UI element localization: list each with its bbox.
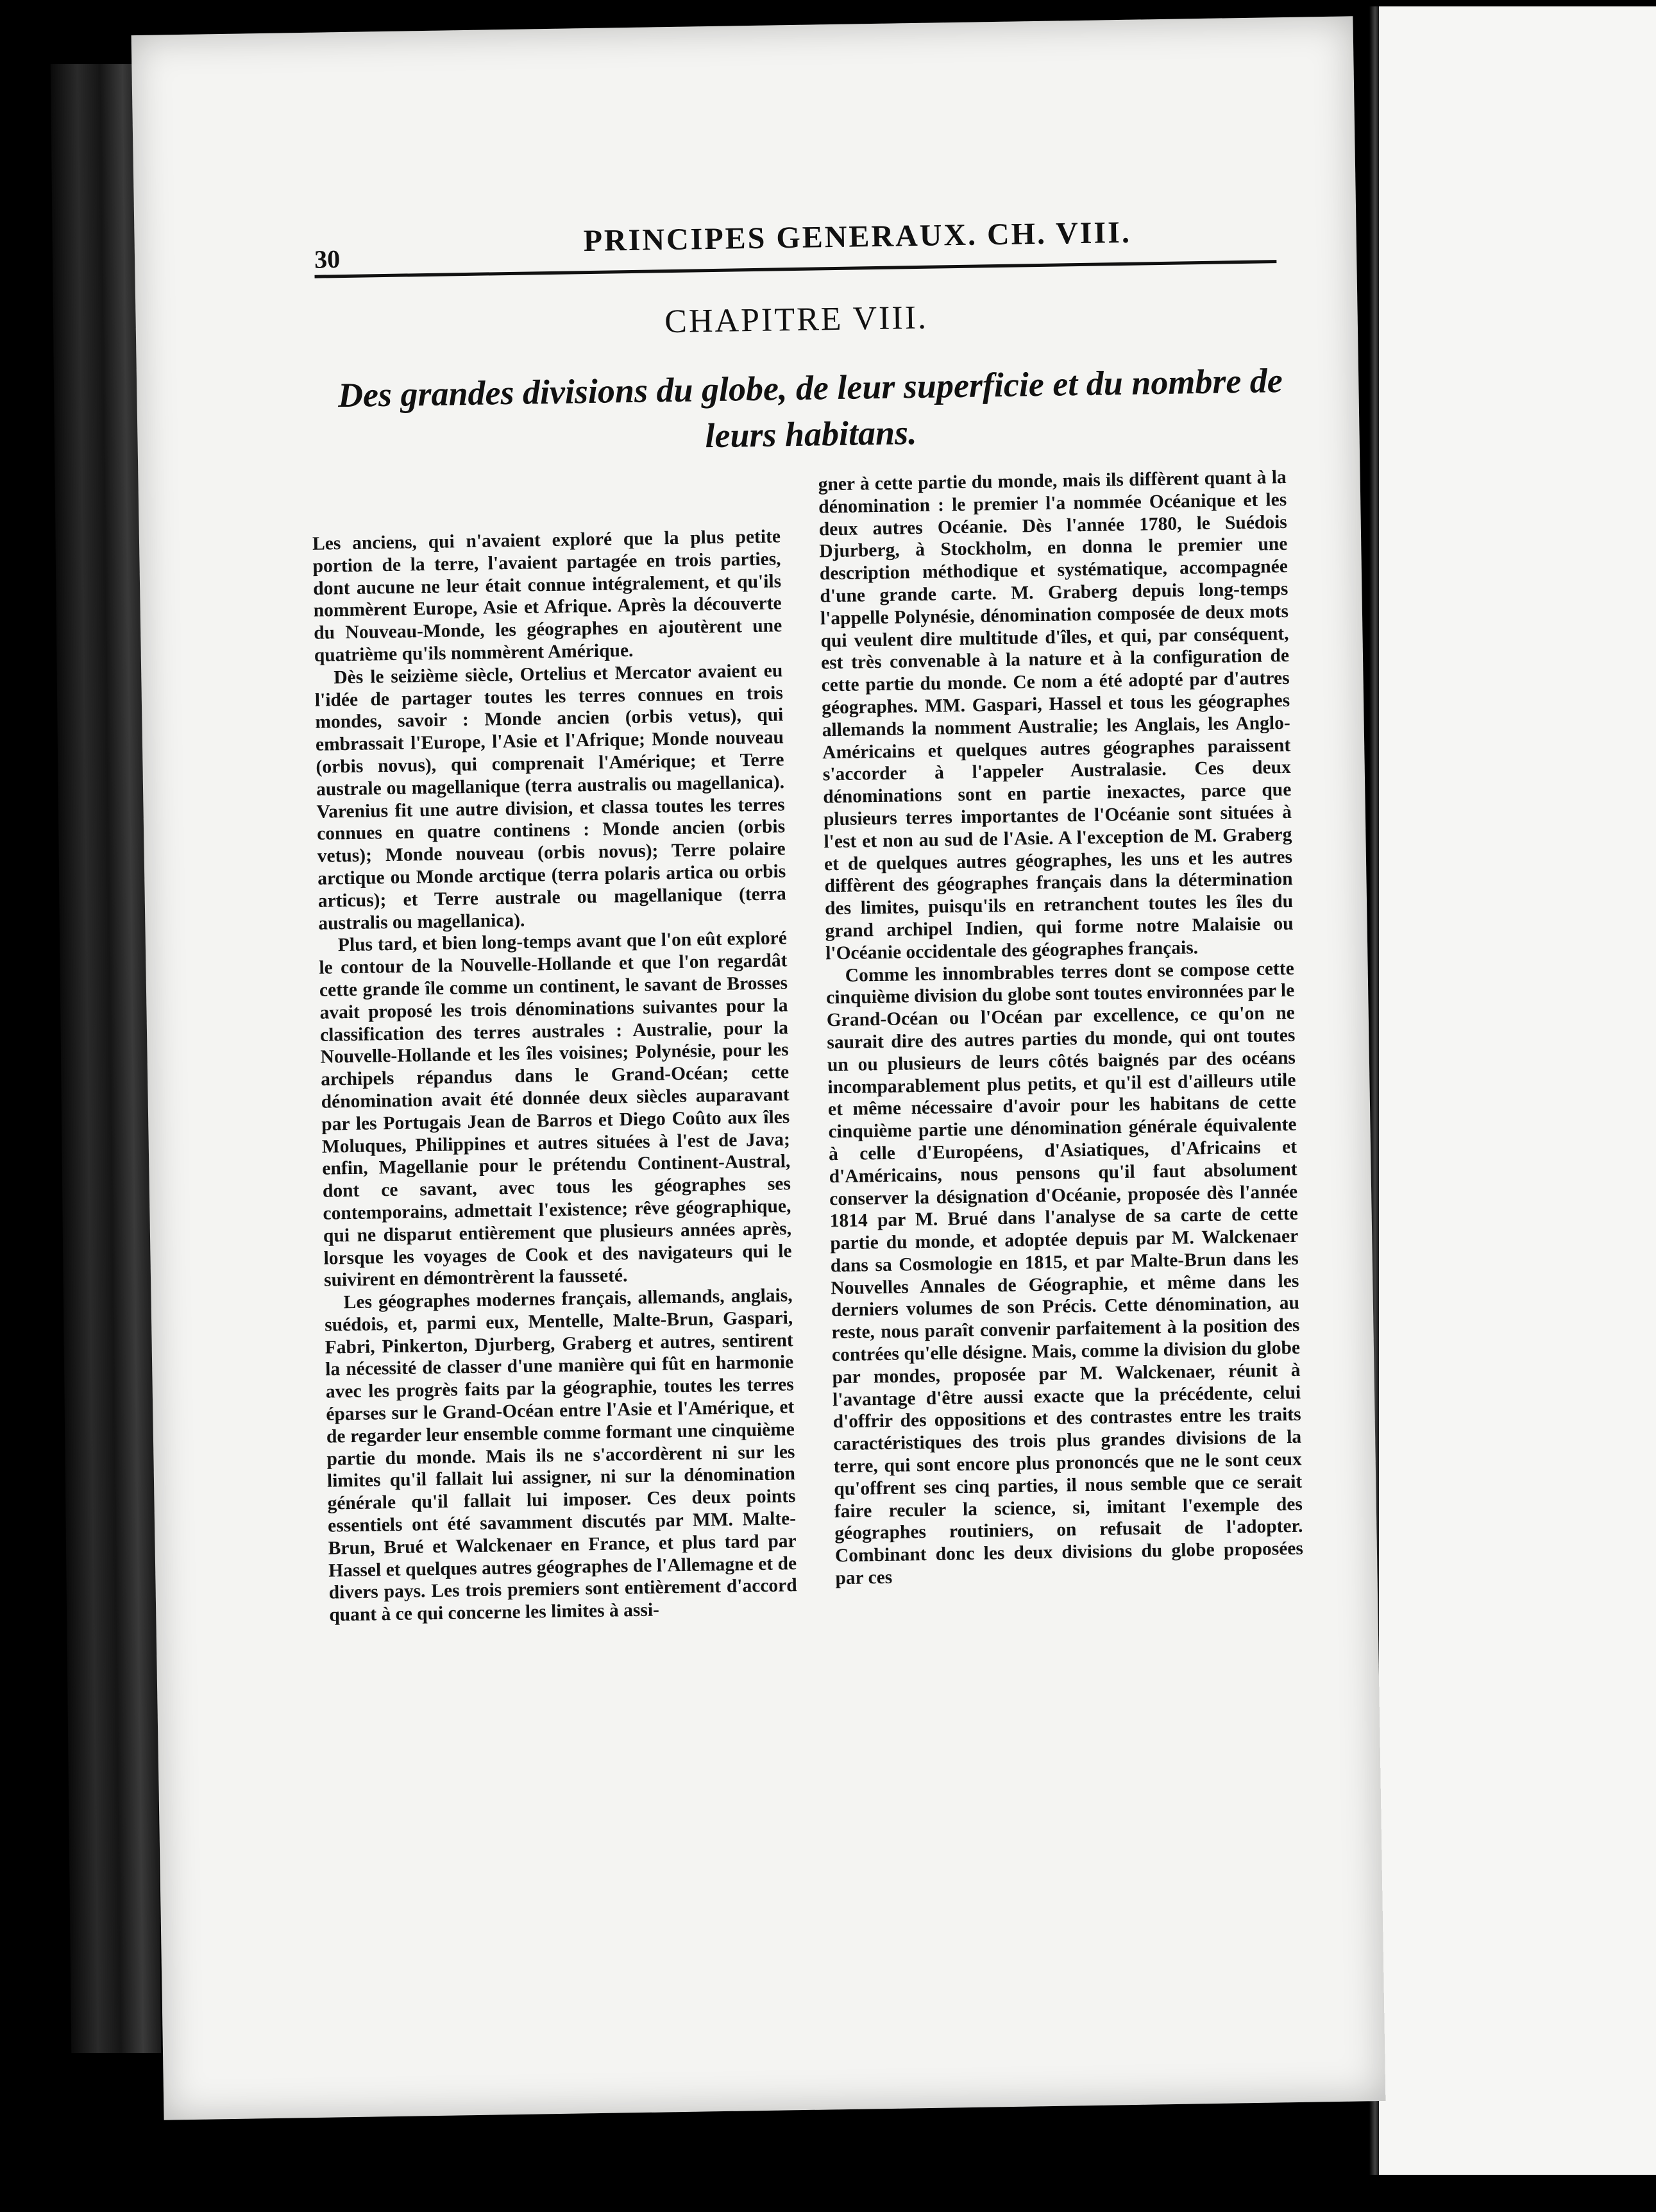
page-header [314,210,1276,276]
running-head: PRINCIPES GENERAUX. CH. VIII. [583,215,1132,259]
paragraph: Les géographes modernes français, allemands, anglais, suédois, et, parmi eux, Mentelle, Malte-Brun, Gaspari, Fabri, Pinkerton, Djurberg, Graberg et autres, sentirent la nécessité de classer d'une manière qui fût en harmonie avec les progrès faits par la géographie, toutes les terres éparses sur le Grand-Océan entre l'Asie et l'Amérique, et de regarder leur ensemble comme formant une cinquième partie du monde. Mais ils ne s'accordèrent ni sur les limites qu'il fallait lui assigner, ni sur la dénomination générale qu'il fallait lui imposer. Ces deux points essentiels ont été savamment discutés par MM. Malte-Brun, Brué et Walckenaer en France, et plus tard par Hassel et quelques autres géographes de l'Allemagne et de divers pays. Les trois premiers sont entièrement d'accord quant à ce qui concerne les limites à assi- [324,1285,797,1626]
page-number: 30 [314,244,341,274]
book-page [131,16,1386,2120]
paragraph: Dès le seizième siècle, Ortelius et Mercator avaient eu l'idée de partager toutes les terres connues en trois mondes, savoir : Monde ancien (orbis vetus), qui embrassait l'Europe, l'Asie et l'Afrique; Monde nouveau (orbis novus), qui comprenait l'Amérique; et Terre australe ou magellanique (terra australis ou magellanica). Varenius fit une autre division, et classa toutes les terres connues en quatre continens : Monde ancien (orbis vetus); Monde nouveau (orbis novus); Terre polaire arctique ou Monde arctique (terra polaris artica ou orbis articus); et Terre australe ou magellanique (terra australis ou magellanica). [314,660,786,934]
paragraph: Plus tard, et bien long-temps avant que l'on eût exploré le contour de la Nouvelle-Hollande et que l'on regardât cette grande île comme un continent, le savant de Brosses avait proposé les trois dénominations suivantes pour la classification des terres australes : Australie, pour la Nouvelle-Hollande et les îles voisines; Polynésie, pour les archipels répandus dans le Grand-Océan; cette dénomination avait été donnée deux siècles auparavant par les Portugais Jean de Barros et Diego Coûto aux îles Moluques, Philippines et autres situées à l'est de Java; enfin, Magellanie pour le prétendu Continent-Austral, dont ce savant, avec tous les géographes ses contemporains, admettait l'existence; rêve géographique, qui ne disparut entièrement que plusieurs années après, lorsque les voyages de Cook et des navigateurs qui le suivirent en démontrèrent la fausseté. [319,928,792,1291]
paragraph: Les anciens, qui n'avaient exploré que la plus petite portion de la terre, l'avaient partagée en trois parties, dont aucune ne leur était connue intégralement, et qu'ils nommèrent Europe, Asie et Afrique. Après la découverte du Nouveau-Monde, les géographes en ajoutèrent une quatrième qu'ils nommèrent Amérique. [312,526,782,666]
facing-page [1379,6,1656,2175]
chapter-title: CHAPITRE VIII. [664,299,929,341]
right-column [818,466,1303,1590]
left-column [312,525,798,1626]
paragraph: Comme les innombrables terres dont se compose cette cinquième division du globe sont toutes environnées par le Grand-Océan ou l'Océan par excellence, ce qu'on ne saurait dire des autres parties du monde, qui ont toutes un ou plusieurs de leurs côtés baignés par des océans incomparablement plus petits, et qu'il est d'ailleurs utile et même nécessaire d'avoir pour les habitans de cette cinquième partie une dénomination générale équivalente à celle d'Européens, d'Asiatiques, d'Africains et d'Américains, nous pensons qu'il faut absolument conserver la désignation d'Océanie, proposée dès l'année 1814 par M. Brué dans l'analyse de sa carte de cette partie du monde, et adoptée depuis par M. Walckenaer dans sa Cosmologie en 1815, et par Malte-Brun dans les Nouvelles Annales de Géographie, et même dans les derniers volumes de son Précis. Cette dénomination, au reste, nous paraît convenir parfaitement à la position des contrées qu'elle désigne. Mais, comme la division du globe par mondes, proposée par M. Walckenaer, réunit à l'avantage d'être aussi exacte que la précédente, celui d'offrir des oppositions et des contrastes entre les traits caractéristiques des trois plus grandes divisions de la terre, qui sont encore plus prononcés que ne le sont ceux qu'offrent ses cinq parties, il nous semble que ce serait faire reculer la science, si, imitant l'exemple des géographes routiniers, on refusait de l'adopter. Combinant donc les deux divisions du globe proposées par ces [826,958,1304,1589]
chapter-subtitle: Des grandes divisions du globe, de leur superficie et du nombre de leurs habitans. [337,361,1283,455]
paragraph: gner à cette partie du monde, mais ils diffèrent quant à la dénomination : le premier l'a nommée Océanique et les deux autres Océanie. Dès l'année 1780, le Suédois Djurberg, à Stockholm, en donna le premier une description méthodique et systématique, accompagnée d'une grande carte. M. Graberg depuis long-temps l'appelle Polynésie, dénomination composée de deux mots qui veulent dire multitude d'îles, et qui, par conséquent, est très convenable à la nature et à la configuration de cette partie du monde. Ce nom a été adopté par d'autres géographes. MM. Gaspari, Hassel et tous les géographes allemands la nomment Australie; les Anglais, les Anglo-Américains et quelques autres géographes paraissent s'accorder à l'appeler Australasie. Ces deux dénominations sont en partie inexactes, parce que plusieurs terres importantes de l'Océanie sont situées à l'est et non au sud de l'Asie. A l'exception de M. Graberg et de quelques autres géographes, les uns et les autres diffèrent des géographes français dans la détermination des limites, puisqu'ils en retranchent toutes les îles du grand archipel Indien, qui forme notre Malaisie ou l'Océanie occidentale des géographes français. [818,466,1294,964]
